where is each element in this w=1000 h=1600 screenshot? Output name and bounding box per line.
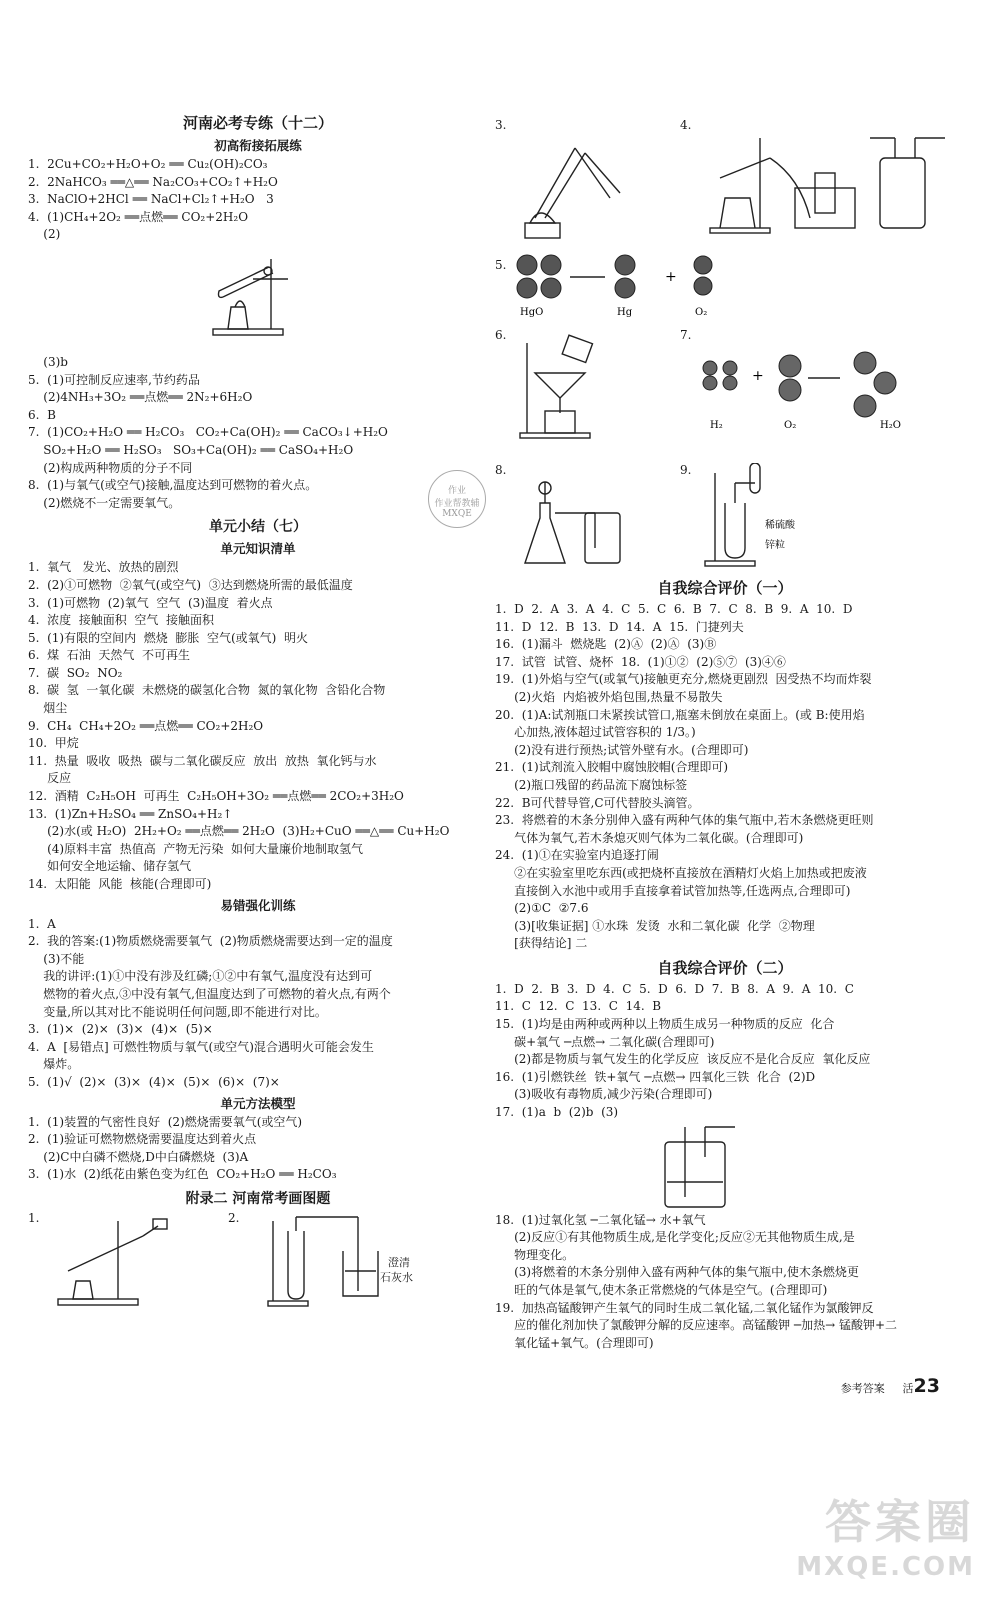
figure-5-hgo-decomposition — [515, 253, 755, 323]
figure-number: 6. — [495, 328, 507, 342]
answer-line: 旺的气体是氧气,使木条正常燃烧的气体是空气。(合理即可) — [495, 1283, 828, 1297]
answer-line: 燃物的着火点,③中没有氧气,但温度达到了可燃物的着火点,有两个 — [28, 986, 391, 1001]
answer-line: 7. 碳 SO₂ NO₂ — [28, 665, 123, 680]
answer-line: (3)吸收有毒物质,减少污染(合理即可) — [495, 1087, 713, 1102]
footer-label: 参考答案 — [840, 1382, 885, 1395]
answer-line: 2. 2NaHCO₃ ══△══ Na₂CO₃+CO₂↑+H₂O — [28, 174, 278, 189]
answer-line: 17. (1)a b (2)b (3) — [495, 1105, 619, 1120]
answer-block-knowledge — [28, 559, 488, 893]
answer-line: 3. (1)可燃物 (2)氧气 空气 (3)温度 着火点 — [28, 595, 273, 610]
answer-line: 物理变化。 — [495, 1247, 575, 1262]
answer-line: 2. (1)验证可燃物燃烧需要温度达到着火点 — [28, 1132, 257, 1147]
answer-line: (3)[收集证据] ①水珠 发烫 水和二氧化碳 化学 ②物理 — [495, 918, 815, 933]
subsection-title-mistake: 易错强化训练 — [220, 897, 296, 913]
answer-line: (2)反应①有其他物质生成,是化学变化;反应②无其他物质生成,是 — [495, 1230, 855, 1245]
stamp-text: MXQE — [442, 509, 472, 519]
section-title-eval-2: 自我综合评价（二） — [657, 958, 793, 977]
answer-line: 24. (1)①在实验室内追逐打闹 — [495, 848, 659, 863]
answer-line: 14. 太阳能 风能 核能(合理即可) — [28, 877, 212, 891]
answer-line: (2)①C ②7.6 — [495, 901, 589, 916]
answer-line: (3)b — [28, 354, 68, 369]
answer-line: (4)原料丰富 热值高 产物无污染 如何大量廉价地制取氢气 — [28, 841, 363, 856]
svg-text:+: + — [665, 269, 677, 285]
answer-block-method — [28, 1114, 488, 1184]
answer-line: 15. (1)均是由两种或两种以上物质生成另一种物质的反应 化合 — [495, 1017, 835, 1032]
answer-block-eval-1 — [495, 601, 955, 953]
answer-line: 2. (2)①可燃物 ②氧气(或空气) ③达到燃烧所需的最低温度 — [28, 577, 353, 592]
figure-number: 5. — [495, 258, 507, 272]
answer-line: 心加热,液体超过试管容积的 1/3。) — [495, 725, 696, 740]
svg-text:+: + — [752, 368, 764, 384]
answer-line: 20. (1)A:试剂瓶口未紧挨试管口,瓶塞未倒放在桌面上。(或 B:使用焰 — [495, 707, 865, 722]
watermark — [796, 1486, 975, 1582]
figure-number: 8. — [495, 463, 507, 477]
section-title-eval-1: 自我综合评价（一） — [657, 579, 793, 597]
answer-line: 直接倒入水池中或用手直接拿着试管加热等,任选两点,合理即可) — [495, 883, 851, 898]
answer-line: 11. C 12. C 13. C 14. B — [495, 999, 662, 1014]
page-number: 23 — [913, 1375, 940, 1397]
answer-block-eval-2b — [495, 1212, 955, 1353]
figure-number: 7. — [680, 328, 692, 342]
fig7-label-o2: O₂ — [784, 420, 797, 431]
answer-line: 碳+氧气 ─点燃→ 二氧化碳(合理即可) — [495, 1034, 715, 1049]
answer-line: 反应 — [28, 771, 72, 786]
answer-line: 1. (1)装置的气密性良好 (2)燃烧需要氧气(或空气) — [28, 1114, 303, 1129]
figure-limewater — [248, 1211, 448, 1311]
answer-line: 17. 试管 试管、烧杯 18. (1)①② (2)⑤⑦ (3)④⑥ — [495, 654, 786, 669]
answer-line: 1. D 2. A 3. A 4. C 5. C 6. B 7. C 8. B 9. A 10. D — [495, 602, 853, 616]
left-column — [28, 108, 488, 1311]
answer-line: (3)不能 — [28, 951, 85, 966]
fig5-label-hgo: HgO — [520, 307, 544, 318]
section-title-appendix: 附录二 河南常考画图题 — [185, 1190, 331, 1207]
right-column — [495, 118, 955, 1352]
answer-block-eval-2 — [495, 981, 955, 1122]
answer-line: 8. 碳 氢 一氧化碳 未燃烧的碳氢化合物 氮的氧化物 含铅化合物 — [28, 683, 386, 698]
answer-line: 变量,所以其对比不能说明任何问题,即不能进行对比。 — [28, 1004, 327, 1019]
stamp-seal — [428, 470, 486, 528]
answer-line: ②在实验室里吃东西(或把烧杯直接放在酒精灯火焰上加热或把废液 — [495, 865, 867, 880]
figure-number: 1. — [28, 1210, 40, 1225]
answer-line: (2)瓶口残留的药品流下腐蚀标签 — [495, 777, 688, 792]
figure-8-flask-bottle — [515, 468, 635, 568]
answer-line: 19. 加热高锰酸钾产生氧气的同时生成二氧化锰,二氧化锰作为氯酸钾反 — [495, 1300, 874, 1315]
figure-4-gas-collection — [700, 128, 955, 243]
figure-flask-heating — [28, 244, 488, 354]
figure-9-hydrogen-generator — [700, 463, 830, 568]
answer-line: 爆炸。 — [28, 1057, 80, 1072]
answer-line: SO₂+H₂O ══ H₂SO₃ SO₃+Ca(OH)₂ ══ CaSO₄+H₂O — [28, 442, 354, 457]
fig5-label-hg: Hg — [617, 307, 633, 318]
figure-7-water-synthesis — [700, 348, 940, 438]
answer-line: 4. (1)CH₄+2O₂ ══点燃══ CO₂+2H₂O — [28, 209, 249, 224]
appendix-figures — [28, 1211, 488, 1311]
answer-line: 5. (1)√ (2)× (3)× (4)× (5)× (6)× (7)× — [28, 1074, 280, 1089]
answer-line: (2)没有进行预热;试管外壁有水。(合理即可) — [495, 742, 749, 757]
answer-line: 3. NaClO+2HCl ══ NaCl+Cl₂↑+H₂O 3 — [28, 192, 274, 207]
answer-line: 22. B可代替导管,C可代替胶头滴管。 — [495, 795, 700, 810]
fig7-label-h2: H₂ — [710, 420, 723, 431]
answer-line: [获得结论] 二 — [495, 936, 588, 951]
section-title-henan: 河南必考专练（十二） — [182, 114, 333, 132]
figure-number: 3. — [495, 118, 507, 132]
answer-line: 1. 2Cu+CO₂+H₂O+O₂ ══ Cu₂(OH)₂CO₃ — [28, 157, 268, 171]
answer-line: (2)C中白磷不燃烧,D中白磷燃烧 (3)A — [28, 1149, 249, 1164]
answer-line: 我的讲评:(1)①中没有涉及红磷;①②中有氧气,温度没有达到可 — [28, 969, 373, 984]
answer-line: (2)构成两种物质的分子不同 — [28, 460, 193, 475]
answer-block-mistake — [28, 916, 488, 1092]
answer-line: (2)都是物质与氧气发生的化学反应 该反应不是化合反应 氧化反应 — [495, 1052, 871, 1067]
footer-prefix: 活 — [902, 1382, 914, 1395]
answer-line: 3. (1)× (2)× (3)× (4)× (5)× — [28, 1022, 213, 1037]
subsection-title-method: 单元方法模型 — [220, 1095, 296, 1111]
answer-line: 11. D 12. B 13. D 14. A 15. 门捷列夫 — [495, 619, 744, 634]
answer-line: 5. (1)可控制反应速率,节约药品 — [28, 372, 200, 387]
answer-line: 1. A — [28, 916, 56, 931]
subsection-title-knowledge: 单元知识清单 — [220, 541, 296, 557]
figure-number: 4. — [680, 118, 692, 132]
answer-line: 4. A [易错点] 可燃性物质与氧气(或空气)混合遇明火可能会发生 — [28, 1039, 374, 1054]
answer-line: 9. CH₄ CH₄+2O₂ ══点燃══ CO₂+2H₂O — [28, 718, 264, 733]
limewater-label-2: 石灰水 — [380, 1270, 413, 1284]
answer-line: 11. 热量 吸收 吸热 碳与二氧化碳反应 放出 放热 氧化钙与水 — [28, 753, 377, 768]
answer-line: 10. 甲烷 — [28, 736, 79, 751]
answer-line: 6. B — [28, 407, 56, 422]
answer-line: 如何安全地运输、储存氢气 — [28, 859, 192, 874]
answer-line: 1. D 2. B 3. D 4. C 5. D 6. D 7. B 8. A 9. A 10. C — [495, 981, 854, 996]
figure-number: 9. — [680, 463, 692, 477]
page-footer — [841, 1375, 940, 1397]
answer-line: (2)火焰 内焰被外焰包围,热量不易散失 — [495, 689, 723, 704]
answer-line: 21. (1)试剂流入胶帽中腐蚀胶帽(合理即可) — [495, 760, 729, 775]
answer-line: 5. (1)有限的空间内 燃烧 膨胀 空气(或氧气) 明火 — [28, 630, 308, 645]
answer-line: 7. (1)CO₂+H₂O ══ H₂CO₃ CO₂+Ca(OH)₂ ══ CaCO₃↓+H₂O — [28, 425, 388, 440]
watermark-line-1: 答案圈 — [825, 1495, 975, 1549]
answer-block-henan-b — [28, 354, 488, 512]
answer-line: 3. (1)水 (2)纸花由紫色变为红色 CO₂+H₂O ══ H₂CO₃ — [28, 1167, 337, 1182]
answer-line: 4. 浓度 接触面积 空气 接触面积 — [28, 613, 214, 628]
answer-line: (2)水(或 H₂O) 2H₂+O₂ ══点燃══ 2H₂O (3)H₂+CuO ══△══ Cu+H₂O — [28, 824, 450, 839]
answer-block-henan-a — [28, 156, 488, 244]
answer-line: (2)4NH₃+3O₂ ══点燃══ 2N₂+6H₂O — [28, 390, 253, 405]
answer-line: 6. 煤 石油 天然气 不可再生 — [28, 648, 190, 663]
section-title-unit-summary: 单元小结（七） — [209, 519, 307, 536]
answer-line: 19. (1)外焰与空气(或氧气)接触更充分,燃烧更剧烈 因受热不均而炸裂 — [495, 672, 872, 687]
figure-test-tube-heating — [48, 1211, 198, 1311]
figure-6-filtration — [515, 333, 635, 443]
stamp-text: 作业帮教辅 — [434, 499, 480, 509]
figure-number: 2. — [228, 1210, 240, 1225]
stamp-text: 作业 — [447, 486, 466, 496]
answer-line: 应的催化剂加快了氯酸钾分解的反应速率。高锰酸钾 ─加热→ 锰酸钾+二 — [495, 1318, 898, 1333]
answer-line: (2) — [28, 227, 61, 242]
answer-line: 18. (1)过氧化氢 ─二氧化锰→ 水+氧气 — [495, 1212, 706, 1227]
fig9-label-zinc: 锌粒 — [765, 540, 785, 551]
figure-gas-bottle — [645, 1122, 765, 1212]
answer-line: 气体为氧气,若木条熄灭则气体为二氧化碳。(合理即可) — [495, 830, 804, 845]
figure-3-tube-clamp — [515, 128, 635, 243]
limewater-label-1: 澄清 — [388, 1255, 410, 1269]
fig9-label-acid: 稀硫酸 — [765, 520, 795, 531]
answer-line: (2)燃烧不一定需要氧气。 — [28, 495, 181, 510]
fig5-label-o2: O₂ — [695, 307, 708, 318]
answer-line: 8. (1)与氧气(或空气)接触,温度达到可燃物的着火点。 — [28, 478, 318, 493]
answer-line: 16. (1)引燃铁丝 铁+氧气 ─点燃→ 四氧化三铁 化合 (2)D — [495, 1069, 816, 1084]
drawing-figures — [495, 118, 955, 573]
answer-line: (3)将燃着的木条分别伸入盛有两种气体的集气瓶中,使木条燃烧更 — [495, 1265, 859, 1280]
answer-line: 1. 氧气 发光、放热的剧烈 — [28, 560, 179, 575]
watermark-line-2: MXQE.COM — [796, 1552, 975, 1582]
subsection-title-bridge: 初高衔接拓展练 — [214, 138, 302, 153]
answer-line: 12. 酒精 C₂H₅OH 可再生 C₂H₅OH+3O₂ ══点燃══ 2CO₂+3H₂O — [28, 789, 404, 804]
answer-line: 2. 我的答案:(1)物质燃烧需要氧气 (2)物质燃烧需要达到一定的温度 — [28, 934, 393, 949]
fig7-label-h2o: H₂O — [880, 420, 901, 431]
answer-line: 13. (1)Zn+H₂SO₄ ══ ZnSO₄+H₂↑ — [28, 806, 233, 821]
answer-line: 氧化锰+氧气。(合理即可) — [495, 1335, 654, 1350]
answer-line: 16. (1)漏斗 燃烧匙 (2)Ⓐ (2)Ⓐ (3)Ⓑ — [495, 637, 717, 652]
answer-line: 23. 将燃着的木条分别伸入盛有两种气体的集气瓶中,若木条燃烧更旺则 — [495, 813, 874, 828]
answer-line: 烟尘 — [28, 701, 68, 716]
